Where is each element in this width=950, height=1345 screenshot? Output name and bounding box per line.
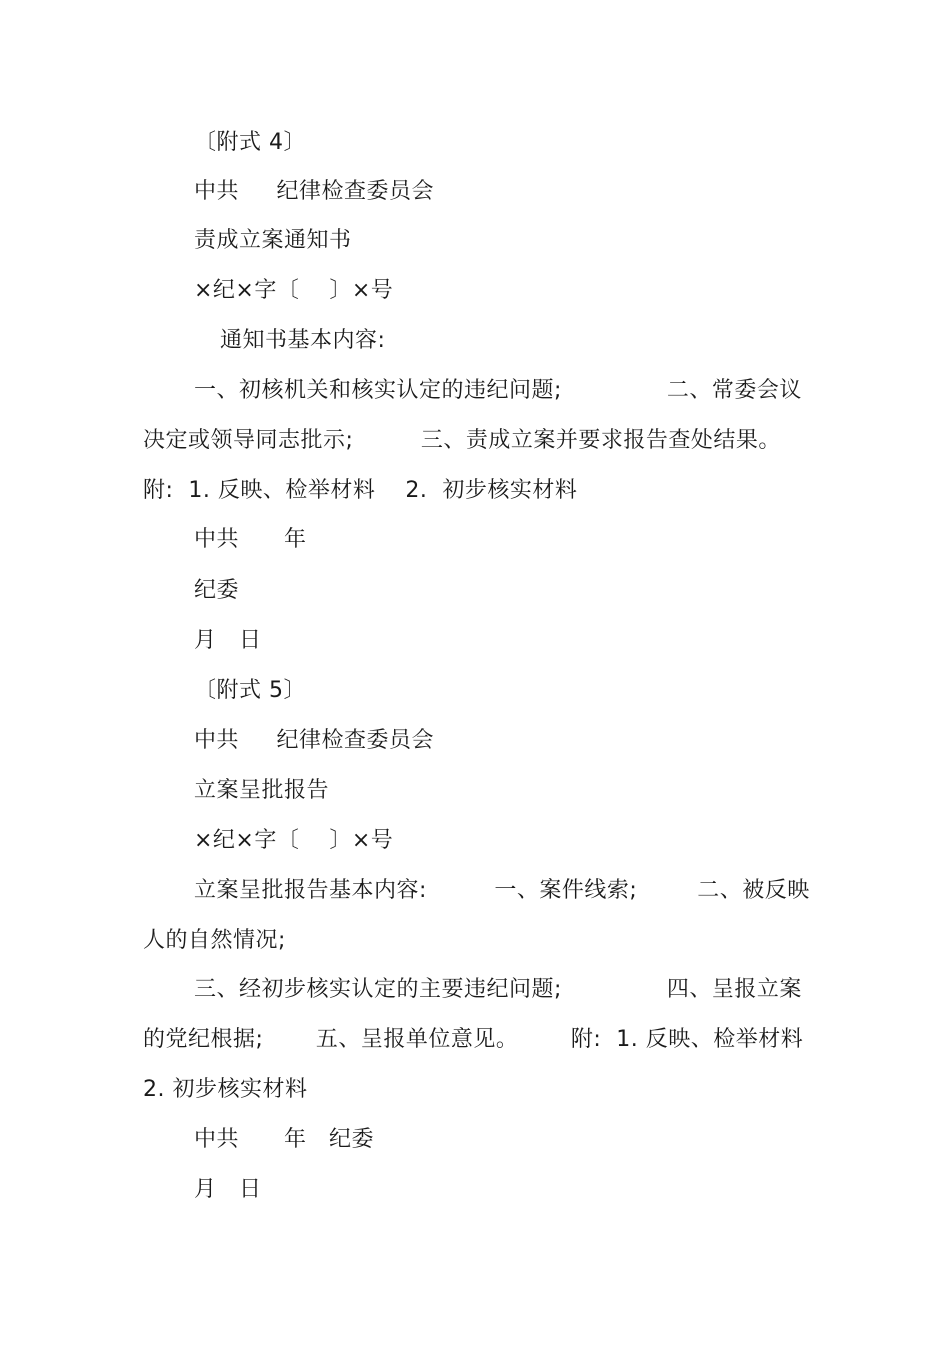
form5-title: 立案呈批报告 <box>194 778 330 803</box>
form4-attachments: 附: 1. 反映、检举材料 2. 初步核实材料 <box>143 478 578 503</box>
form5-content-line-2: 人的自然情况; <box>143 928 286 953</box>
form4-content-intro: 通知书基本内容: <box>220 328 386 353</box>
form4-org: 中共 纪律检查委员会 <box>194 179 434 204</box>
form5-doc-number: ×纪×字〔 〕×号 <box>194 828 394 853</box>
form4-doc-number: ×纪×字〔 〕×号 <box>194 278 394 303</box>
form5-heading: 〔附式 5〕 <box>194 678 306 703</box>
form5-sign-month-day: 月 日 <box>194 1177 262 1202</box>
form4-item-line-1: 一、初核机关和核实认定的违纪问题; 二、常委会议 <box>194 378 802 403</box>
form5-content-line-1: 立案呈批报告基本内容: 一、案件线索; 二、被反映 <box>194 878 810 903</box>
form4-item-line-2: 决定或领导同志批示; 三、责成立案并要求报告查处结果。 <box>143 428 781 453</box>
form5-content-line-5: 2. 初步核实材料 <box>143 1077 308 1102</box>
form4-sign-month-day: 月 日 <box>194 628 262 653</box>
form4-title: 责成立案通知书 <box>194 228 352 253</box>
form4-sign-committee: 纪委 <box>194 578 240 603</box>
form5-org: 中共 纪律检查委员会 <box>194 728 434 753</box>
form5-content-line-3: 三、经初步核实认定的主要违纪问题; 四、呈报立案 <box>194 977 802 1002</box>
form5-content-line-4: 的党纪根据; 五、呈报单位意见。 附: 1. 反映、检举材料 <box>143 1027 804 1052</box>
form4-heading: 〔附式 4〕 <box>194 130 306 155</box>
form4-sign-org-year: 中共 年 <box>194 527 307 552</box>
form5-sign-org-year: 中共 年 纪委 <box>194 1127 374 1152</box>
